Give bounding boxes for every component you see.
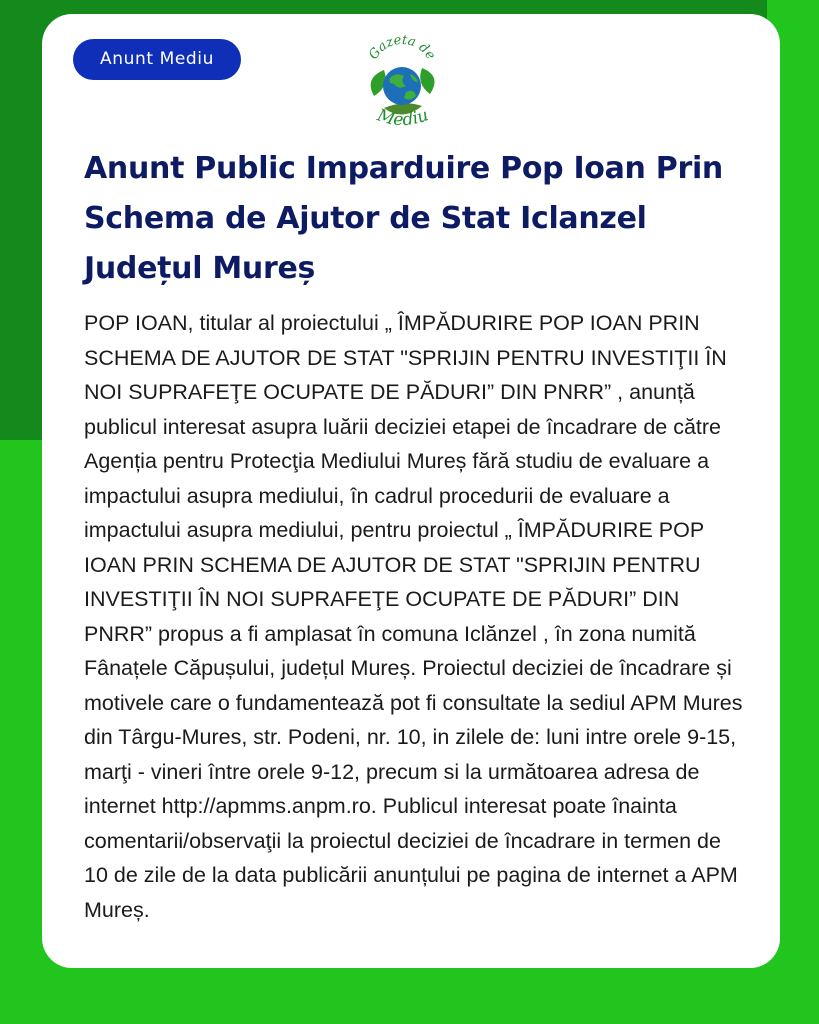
article-body: POP IOAN, titular al proiectului „ ÎMPĂDURIRE POP IOAN PRIN SCHEMA DE AJUTOR DE STAT "SPRIJIN PENTRU INVESTIŢII ÎN NOI SUPRAFEŢE OCUPATE DE PĂDURI” DIN PNRR” , anunță publicul interesat asupra luării deciziei etapei de încadrare de către Agenția pentru Protecţia Mediului Mureș fără studiu de evaluare a impactului asupra mediului, în cadrul procedurii de evaluare a impactului asupra mediului, pentru proiectul „ ÎMPĂDURIRE POP IOAN PRIN SCHEMA DE AJUTOR DE STAT "SPRIJIN PENTRU INVESTIŢII ÎN NOI SUPRAFEŢE OCUPATE DE PĂDURI” DIN PNRR” propus a fi amplasat în comuna Iclănzel , în zona numită Fânațele Căpușului, județul Mureș. Proiectul deciziei de încadrare și motivele care o fundamentează pot fi consultate la sediul APM Mures din Târgu-Mures, str. Podeni, nr. 10, in zilele de: luni intre orele 9-15, marţi - vineri între orele 9-12, precum si la următoarea adresa de internet http://apmms.anpm.ro. Publicul interesat poate înainta comentarii/observaţii la proiectul deciziei de încadrare in termen de 10 de zile de la data publicării anunțului pe pagina de internet a APM Mureș. xyxy=(84,311,743,922)
article-title: Anunt Public Imparduire Pop Ioan Prin Schema de Ajutor de Stat Iclanzel Județul Mureș xyxy=(84,151,723,286)
svg-text:Gazeta de: Gazeta de xyxy=(366,34,439,63)
article-card xyxy=(42,14,780,968)
category-badge[interactable]: Anunt Mediu xyxy=(73,39,241,80)
svg-text:Mediu: Mediu xyxy=(374,105,432,131)
gazeta-de-mediu-logo xyxy=(360,34,444,134)
